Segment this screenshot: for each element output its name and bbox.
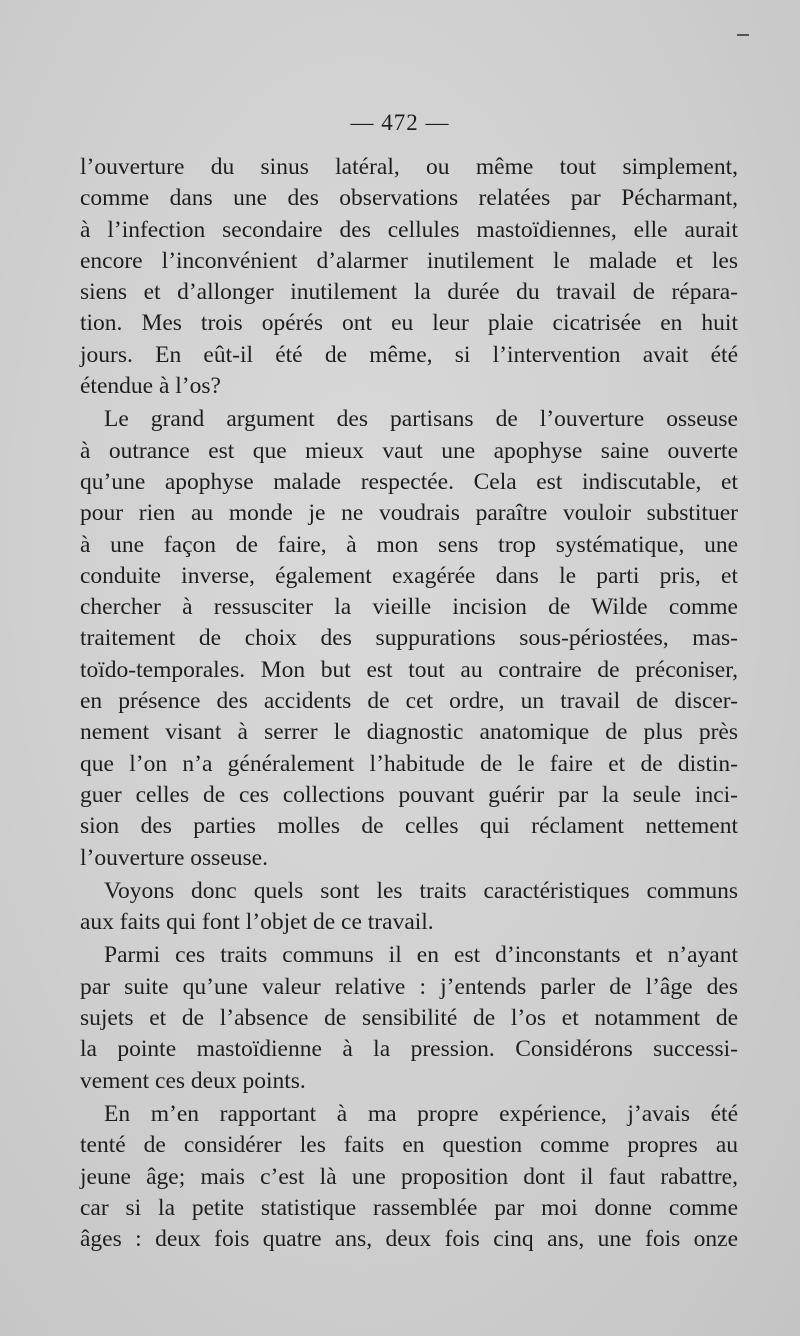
- text-line: à outrance est que mieux vaut une apophyse saine ouverte: [80, 437, 738, 464]
- text-line: conduite inverse, également exagérée dans le parti pris, et: [80, 562, 738, 589]
- paragraph: [80, 940, 738, 1096]
- text-line: Le grand argument des partisans de l’ouverture osseuse: [104, 406, 738, 433]
- text-line: en présence des accidents de cet ordre, un travail de discer-: [80, 688, 738, 715]
- text-line: jours. En eût-il été de même, si l’intervention avait été: [80, 341, 738, 368]
- text-line: âges : deux fois quatre ans, deux fois cinq ans, une fois onze: [80, 1226, 738, 1253]
- text-line: jeune âge; mais c’est là une proposition dont il faut rabattre,: [80, 1163, 738, 1190]
- page-corner-mark: [737, 34, 749, 36]
- text-line: car si la petite statistique rassemblée par moi donne comme: [80, 1194, 738, 1221]
- page-number: — 472 —: [350, 110, 450, 135]
- text-line: la pointe mastoïdienne à la pression. Considérons successi-: [80, 1036, 738, 1063]
- text-line: Parmi ces traits communs il en est d’inconstants et n’ayant: [104, 942, 738, 969]
- text-line: pour rien au monde je ne voudrais paraître vouloir substituer: [80, 500, 738, 527]
- text-line: toïdo-temporales. Mon but est tout au contraire de préconiser,: [80, 656, 738, 683]
- body-text: [80, 152, 738, 1255]
- paragraph: [80, 152, 738, 402]
- text-line: qu’une apophyse malade respectée. Cela est indiscutable, et: [80, 468, 738, 495]
- text-line: étendue à l’os?: [80, 373, 221, 400]
- text-line: vement ces deux points.: [80, 1067, 306, 1094]
- paragraph: [80, 876, 738, 939]
- text-line: l’ouverture osseuse.: [80, 844, 268, 871]
- paragraph: [80, 404, 738, 873]
- text-line: En m’en rapportant à ma propre expérience, j’avais été: [104, 1100, 738, 1127]
- text-line: tenté de considérer les faits en question comme propres au: [80, 1132, 738, 1159]
- text-line: aux faits qui font l’objet de ce travail.: [80, 909, 434, 936]
- text-line: nement visant à serrer le diagnostic anatomique de plus près: [80, 719, 738, 746]
- text-line: sion des parties molles de celles qui réclament nettement: [80, 813, 738, 840]
- text-line: à l’infection secondaire des cellules mastoïdiennes, elle aurait: [80, 216, 738, 243]
- text-line: comme dans une des observations relatées par Pécharmant,: [80, 185, 738, 212]
- text-line: encore l’inconvénient d’alarmer inutilement le malade et les: [80, 247, 738, 274]
- text-line: Voyons donc quels sont les traits caractéristiques communs: [104, 877, 738, 904]
- text-line: que l’on n’a généralement l’habitude de le faire et de distin-: [80, 750, 738, 777]
- text-line: guer celles de ces collections pouvant guérir par la seule inci-: [80, 781, 738, 808]
- text-line: l’ouverture du sinus latéral, ou même tout simplement,: [80, 154, 738, 180]
- text-line: traitement de choix des suppurations sous-périostées, mas-: [80, 625, 738, 652]
- text-line: sujets et de l’absence de sensibilité de l’os et notamment de: [80, 1005, 738, 1032]
- text-line: par suite qu’une valeur relative : j’entends parler de l’âge des: [80, 973, 738, 1000]
- text-line: siens et d’allonger inutilement la durée du travail de répara-: [80, 279, 738, 306]
- text-line: chercher à ressusciter la vieille incision de Wilde comme: [80, 594, 738, 621]
- text-line: à une façon de faire, à mon sens trop systématique, une: [80, 531, 738, 558]
- text-line: tion. Mes trois opérés ont eu leur plaie cicatrisée en huit: [80, 310, 738, 337]
- paragraph: [80, 1099, 738, 1255]
